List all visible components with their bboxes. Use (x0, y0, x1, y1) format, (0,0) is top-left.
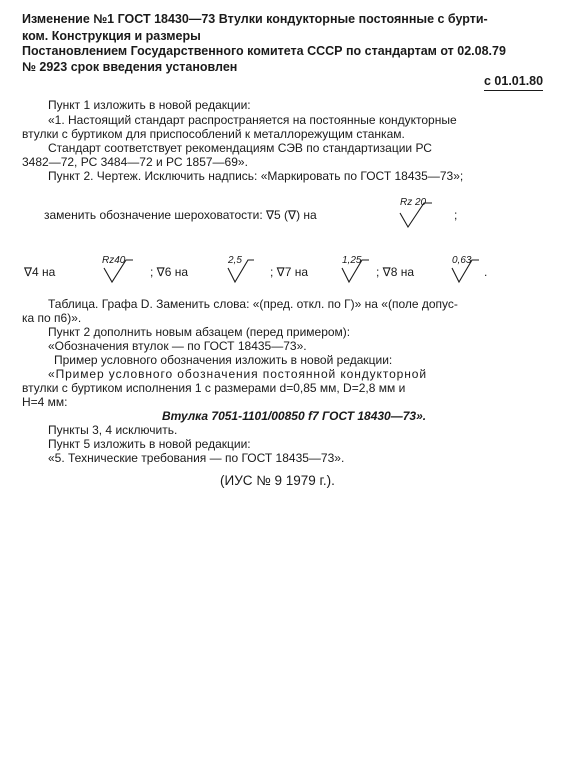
para-example-line2: втулки с буртиком исполнения 1 с размерами d=0,85 мм, D=2,8 мм и (22, 381, 406, 395)
roughness-v7-label: ; ∇7 на (270, 265, 309, 279)
para-standard-line2: 3482—72, РС 3484—72 и РС 1857—69». (22, 155, 248, 169)
para-standard-line1: Стандарт соответствует рекомендациям СЭВ по стандартизации РС (48, 141, 432, 155)
example-designation: Втулка 7051-1101/00850 f7 ГОСТ 18430—73». (162, 409, 427, 423)
para-table-line2: ка по п6)». (22, 311, 82, 325)
roughness-line2-end: . (484, 265, 488, 279)
para-item2-add: Пункт 2 дополнить новым абзацем (перед примером): (48, 325, 351, 339)
header-title-line2: ком. Конструкция и размеры (22, 29, 201, 43)
para-item2-new-text: «Обозначения втулок — по ГОСТ 18435—73». (48, 339, 307, 353)
roughness-v8-label: ; ∇8 на (376, 265, 415, 279)
roughness-symbol-rz20 (396, 195, 436, 236)
roughness-v4-label: ∇4 на (24, 265, 56, 279)
header-title-line1: Изменение №1 ГОСТ 18430—73 Втулки кондукторные постоянные с бурти- (22, 12, 488, 26)
roughness-symbol-2-5 (224, 254, 258, 291)
roughness-symbol-1-25 (338, 254, 374, 291)
para-example-line3: H=4 мм: (22, 395, 68, 409)
para-item5-intro: Пункт 5 изложить в новой редакции: (48, 437, 251, 451)
para-item1-line2: втулки с буртиком для приспособлений к металлорежущим станкам. (22, 127, 405, 141)
roughness-replace-text: заменить обозначение шероховатости: ∇5 (∇) на (44, 208, 317, 222)
para-example-intro: Пример условного обозначения изложить в новой редакции: (54, 353, 393, 367)
header-decree-line1: Постановлением Государственного комитета СССР по стандартам от 02.08.79 (22, 44, 506, 58)
roughness-symbol-rz40 (100, 254, 136, 291)
para-items-3-4: Пункты 3, 4 исключить. (48, 423, 178, 437)
roughness-label-rz40: Rz40 (102, 255, 126, 266)
effective-date: с 01.01.80 (484, 75, 543, 91)
roughness-v6-label: ; ∇6 на (150, 265, 189, 279)
roughness-label-2-5: 2,5 (228, 255, 242, 266)
para-example-line1: «Пример условного обозначения постоянной кондукторной (48, 367, 427, 381)
roughness-label-rz20: Rz 20 (400, 197, 427, 208)
para-item1-line1: «1. Настоящий стандарт распространяется на постоянные кондукторные (48, 113, 457, 127)
roughness-line1-end: ; (454, 208, 458, 222)
para-item2-drawing: Пункт 2. Чертеж. Исключить надпись: «Маркировать по ГОСТ 18435—73»; (48, 169, 464, 183)
ius-reference: (ИУС № 9 1979 г.). (220, 473, 335, 488)
header-decree-line2: № 2923 срок введения установлен (22, 60, 238, 74)
para-table-line1: Таблица. Графа D. Заменить слова: «(пред. откл. по Г)» на «(поле допус- (48, 297, 458, 311)
roughness-label-0-63: 0,63 (452, 255, 472, 266)
para-item1-intro: Пункт 1 изложить в новой редакции: (48, 98, 251, 112)
roughness-symbol-0-63 (448, 254, 484, 291)
para-item5-new-text: «5. Технические требования — по ГОСТ 18435—73». (48, 451, 345, 465)
roughness-label-1-25: 1,25 (342, 255, 362, 266)
